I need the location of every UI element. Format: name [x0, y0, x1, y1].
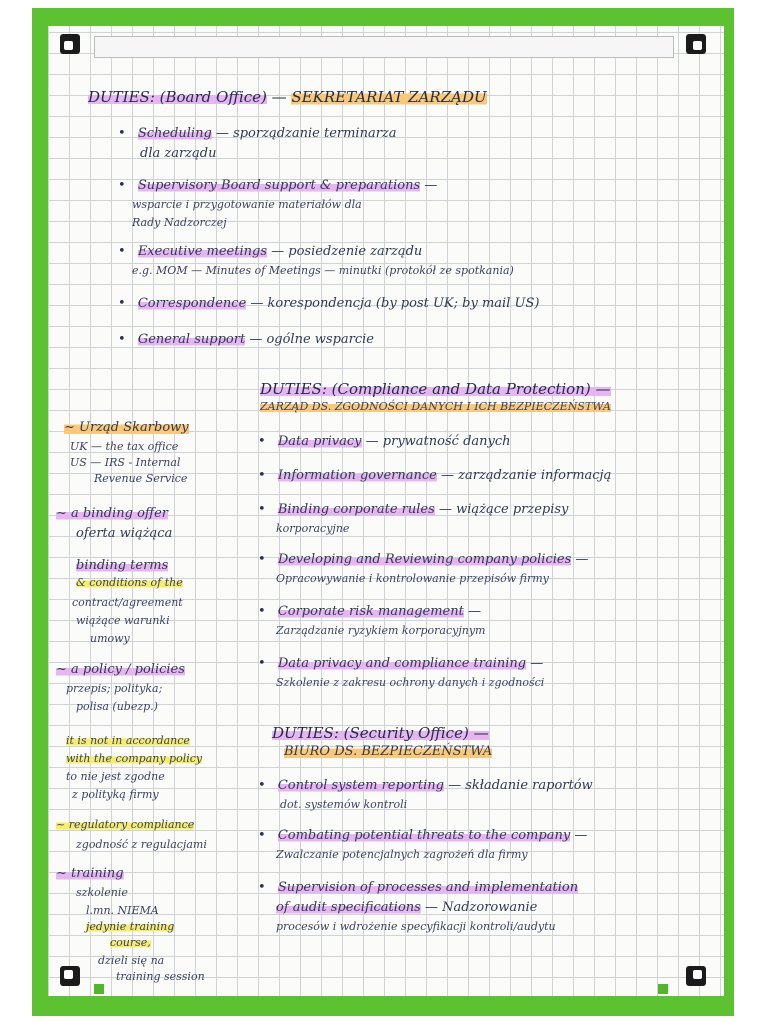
board-item: • Supervisory Board support & preparations — — [118, 178, 437, 193]
board-item-note: e.g. MOM — Minutes of Meetings — minutki (protokół ze spotkania) — [132, 264, 514, 277]
vocab-accordance: it is not in accordance — [66, 734, 190, 747]
vocab-urzad: ~ Urząd Skarbowy — [64, 420, 189, 435]
board-item: • Correspondence — korespondencja (by post UK; by mail US) — [118, 296, 539, 311]
compliance-item: • Corporate risk management — — [258, 604, 481, 619]
corner-marker-icon — [686, 34, 706, 54]
vocab-note: dzieli się na — [98, 954, 165, 967]
board-heading: DUTIES: (Board Office) — SEKRETARIAT ZARZĄDU — [88, 88, 487, 106]
compliance-item-note: Zarządzanie ryzykiem korporacyjnym — [276, 624, 486, 637]
vocab-note: polisa (ubezp.) — [76, 700, 158, 713]
vocab-note: US — IRS - Internal — [70, 456, 181, 469]
board-item-note: dla zarządu — [140, 146, 217, 161]
security-item-note: dot. systemów kontroli — [280, 798, 408, 811]
security-heading-pl: BIURO DS. BEZPIECZEŃSTWA — [284, 744, 493, 759]
board-item-note: Rady Nadzorczej — [132, 216, 227, 229]
vocab-note: course, — [110, 936, 151, 949]
vocab-regulatory: ~ regulatory compliance — [56, 818, 195, 831]
vocab-note: oferta wiążąca — [76, 526, 173, 541]
security-heading: DUTIES: (Security Office) — — [272, 724, 489, 742]
security-item-note: procesów i wdrożenie specyfikacji kontroli/audytu — [276, 920, 556, 933]
security-item: of audit specifications — Nadzorowanie — [276, 900, 538, 915]
compliance-item-note: Szkolenie z zakresu ochrony danych i zgodności — [276, 676, 545, 689]
green-square-icon — [94, 984, 104, 994]
board-item: • Scheduling — sporządzanie terminarza — [118, 126, 397, 141]
security-item: • Combating potential threats to the company — — [258, 828, 587, 843]
vocab-note: umowy — [90, 632, 130, 645]
corner-marker-icon — [686, 966, 706, 986]
vocab-note: to nie jest zgodne — [66, 770, 165, 783]
header-strip — [94, 36, 674, 58]
vocab-note: Revenue Service — [94, 472, 188, 485]
compliance-item: • Data privacy — prywatność danych — [258, 434, 511, 449]
vocab-note: szkolenie — [76, 886, 128, 899]
compliance-item-note: korporacyjne — [276, 522, 350, 535]
vocab-terms: & conditions of the — [76, 576, 183, 589]
vocab-note: l.mn. NIEMA — [86, 904, 159, 917]
compliance-item: • Information governance — zarządzanie informacją — [258, 468, 611, 483]
vocab-offer: ~ a binding offer — [56, 506, 169, 521]
compliance-heading-pl: ZARZĄD DS. ZGODNOŚCI DANYCH I ICH BEZPIECZEŃSTWA — [260, 400, 611, 413]
compliance-item: • Developing and Reviewing company policies — — [258, 552, 588, 567]
security-item-note: Zwalczanie potencjalnych zagrożeń dla firmy — [276, 848, 528, 861]
board-item-note: wsparcie i przygotowanie materiałów dla — [132, 198, 362, 211]
vocab-note: contract/agreement — [72, 596, 183, 609]
vocab-accordance: with the company policy — [66, 752, 203, 765]
vocab-note: training session — [116, 970, 205, 983]
vocab-note: przepis; polityka; — [66, 682, 163, 695]
security-item: • Supervision of processes and implementation — [258, 880, 578, 895]
compliance-heading: DUTIES: (Compliance and Data Protection) — — [260, 380, 611, 398]
vocab-policy: ~ a policy / policies — [56, 662, 185, 677]
vocab-terms: binding terms — [76, 558, 169, 573]
vocab-note: z polityką firmy — [72, 788, 159, 801]
board-item: • Executive meetings — posiedzenie zarządu — [118, 244, 422, 259]
vocab-note: jedynie training — [86, 920, 175, 933]
vocab-note: wiążące warunki — [76, 614, 170, 627]
compliance-item-note: Opracowywanie i kontrolowanie przepisów firmy — [276, 572, 549, 585]
corner-marker-icon — [60, 966, 80, 986]
corner-marker-icon — [60, 34, 80, 54]
vocab-note: zgodność z regulacjami — [76, 838, 207, 851]
green-square-icon — [658, 984, 668, 994]
board-item: • General support — ogólne wsparcie — [118, 332, 374, 347]
vocab-note: UK — the tax office — [70, 440, 179, 453]
compliance-item: • Data privacy and compliance training — — [258, 656, 543, 671]
vocab-training: ~ training — [56, 866, 124, 881]
security-item: • Control system reporting — składanie raportów — [258, 778, 593, 793]
compliance-item: • Binding corporate rules — wiążące przepisy — [258, 502, 568, 517]
